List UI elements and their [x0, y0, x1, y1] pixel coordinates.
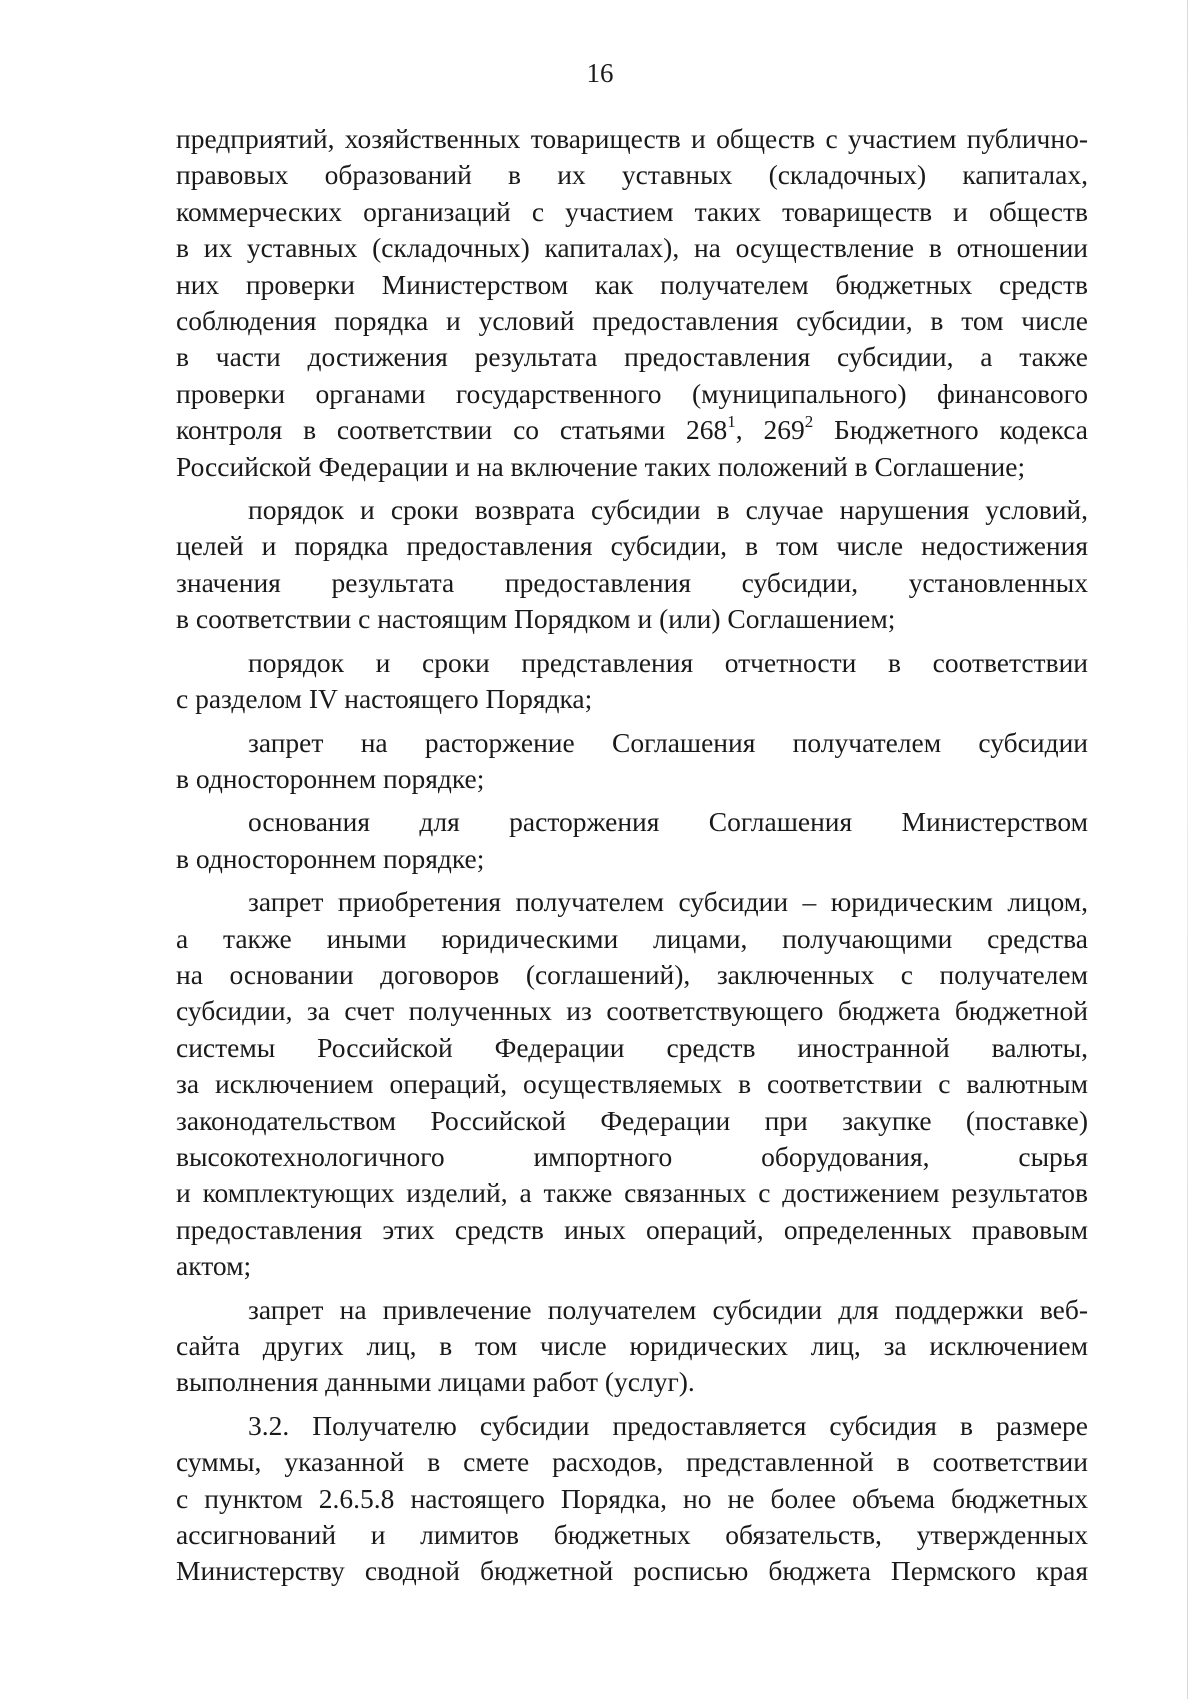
- text-line: правовых образований в их уставных (складочных) капиталах,: [176, 159, 1088, 191]
- text-line: ассигнований и лимитов бюджетных обязательств, утвержденных: [176, 1519, 1088, 1551]
- text-line: Российской Федерации и на включение таких положений в Соглашение;: [176, 450, 1026, 482]
- text-line: на основании договоров (соглашений), заключенных с получателем: [176, 958, 1088, 990]
- text-line: субсидии, за счет полученных из соответствующего бюджета бюджетной: [176, 995, 1088, 1027]
- scan-edge-line: [1187, 0, 1188, 1699]
- text-line: основания для расторжения Соглашения Министерством: [248, 806, 1088, 838]
- text-line: а также иными юридическими лицами, получающими средства: [176, 922, 1088, 954]
- text-line: порядок и сроки возврата субсидии в случае нарушения условий,: [248, 494, 1088, 526]
- text-line: значения результата предоставления субсидии, установленных: [176, 566, 1088, 598]
- paragraph-p5: [176, 804, 1088, 877]
- text-line: в одностороннем порядке;: [176, 762, 485, 794]
- text-line: с пунктом 2.6.5.8 настоящего Порядка, но не более объема бюджетных: [176, 1482, 1088, 1514]
- page-number: 16: [586, 58, 614, 88]
- text-line: запрет приобретения получателем субсидии – юридическим лицом,: [248, 886, 1088, 918]
- text-line: запрет на расторжение Соглашения получателем субсидии: [248, 726, 1088, 758]
- text-line: системы Российской Федерации средств иностранной валюты,: [176, 1031, 1088, 1063]
- text-line: 3.2. Получателю субсидии предоставляется субсидия в размере: [248, 1409, 1088, 1441]
- text-line: коммерческих организаций с участием таких товариществ и обществ: [176, 195, 1088, 227]
- text-line: в их уставных (складочных) капиталах), на осуществление в отношении: [176, 232, 1088, 264]
- text-line: суммы, указанной в смете расходов, представленной в соответствии: [176, 1446, 1088, 1478]
- text-line: за исключением операций, осуществляемых в соответствии с валютным: [176, 1068, 1088, 1100]
- text-line: и комплектующих изделий, а также связанных с достижением результатов: [176, 1177, 1088, 1209]
- text-line: сайта других лиц, в том числе юридических лиц, за исключением: [176, 1330, 1088, 1361]
- text-line: актом;: [176, 1250, 252, 1282]
- paragraph-p7: [176, 1292, 1088, 1401]
- text-line: с разделом IV настоящего Порядка;: [176, 683, 593, 715]
- text-line: проверки органами государственного (муниципального) финансового: [176, 377, 1088, 409]
- text-line: высокотехнологичного импортного оборудования, сырья: [176, 1140, 1088, 1172]
- paragraph-p2: [176, 492, 1088, 638]
- paragraph-p8: [176, 1408, 1088, 1590]
- text-line: предоставления этих средств иных операций, определенных правовым: [176, 1213, 1088, 1245]
- text-line: в соответствии с настоящим Порядком и (или) Соглашением;: [176, 603, 896, 635]
- paragraph-p1: [176, 121, 1088, 485]
- text-line: контроля в соответствии со статьями $268^1$, $269^2$ Бюджетного кодекса: [176, 412, 1088, 446]
- text-line: выполнения данными лицами работ (услуг).: [176, 1366, 695, 1398]
- paragraph-p3: [176, 645, 1088, 718]
- text-line: целей и порядка предоставления субсидии, в том числе недостижения: [176, 530, 1088, 562]
- text-line: запрет на привлечение получателем субсидии для поддержки веб-: [248, 1293, 1088, 1325]
- text-line: Министерству сводной бюджетной росписью бюджета Пермского края: [176, 1555, 1088, 1587]
- text-line: порядок и сроки представления отчетности в соответствии: [248, 646, 1088, 678]
- text-line: законодательством Российской Федерации при закупке (поставке): [176, 1104, 1088, 1136]
- text-line: соблюдения порядка и условий предоставления субсидии, в том числе: [176, 305, 1088, 337]
- text-line: в одностороннем порядке;: [176, 842, 485, 874]
- paragraph-p6: [176, 884, 1088, 1284]
- document-body: [176, 121, 1088, 1597]
- text-line: них проверки Министерством как получателем бюджетных средств: [176, 268, 1088, 300]
- paragraph-p4: [176, 725, 1088, 798]
- text-line: предприятий, хозяйственных товариществ и обществ с участием публично-: [176, 123, 1088, 154]
- text-line: в части достижения результата предоставления субсидии, а также: [176, 341, 1088, 373]
